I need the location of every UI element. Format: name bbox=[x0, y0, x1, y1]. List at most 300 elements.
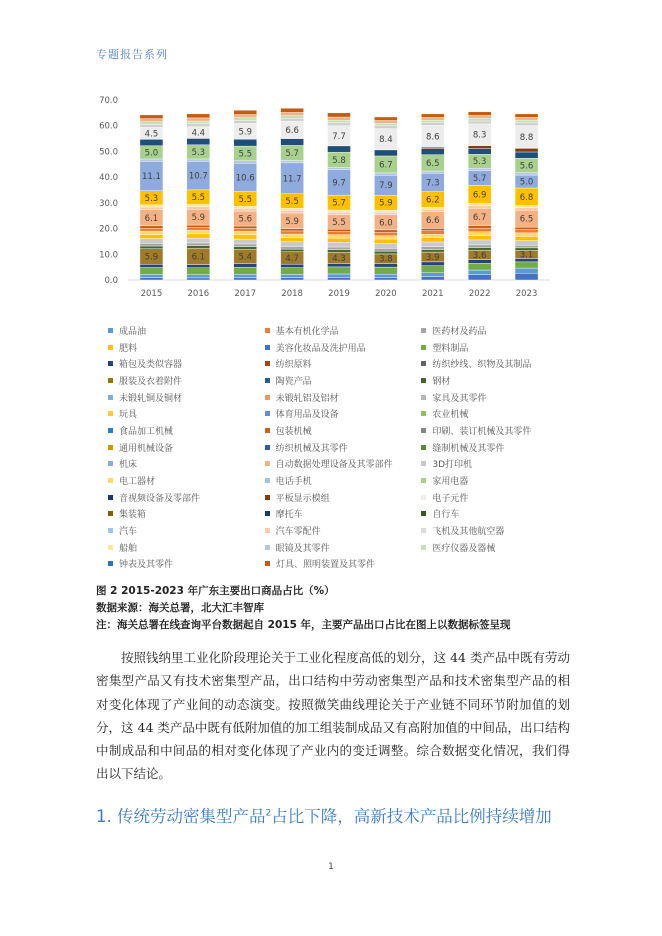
bar-segment bbox=[421, 273, 444, 277]
bar-segment bbox=[187, 114, 210, 118]
legend-label: 眼镜及其零件 bbox=[275, 543, 330, 554]
legend-swatch bbox=[265, 445, 270, 450]
legend-swatch bbox=[421, 328, 426, 333]
data-label: 6.1 bbox=[144, 213, 159, 224]
bar-segment bbox=[374, 230, 397, 232]
bar-segment bbox=[234, 244, 257, 247]
bar-segment bbox=[234, 231, 257, 234]
legend-label: 集装箱 bbox=[119, 510, 147, 521]
bar-segment bbox=[234, 139, 257, 146]
bar-segment bbox=[421, 250, 444, 253]
bar-segment bbox=[468, 232, 491, 236]
bar-segment bbox=[374, 121, 397, 124]
legend-swatch bbox=[265, 478, 270, 483]
legend-item bbox=[108, 405, 265, 422]
data-label: 5.7 bbox=[332, 198, 346, 209]
legend-item bbox=[108, 372, 265, 389]
bar-segment bbox=[187, 225, 210, 227]
bar-segment bbox=[187, 238, 210, 243]
data-label: 3.6 bbox=[472, 250, 487, 261]
legend-swatch bbox=[421, 428, 426, 433]
legend-item bbox=[265, 522, 422, 539]
bar-segment bbox=[328, 167, 351, 169]
legend-label: 包装机械 bbox=[275, 426, 312, 437]
bar-segment bbox=[374, 150, 397, 156]
bar-segment bbox=[281, 278, 304, 280]
bar-segment bbox=[515, 114, 538, 117]
bar-segment bbox=[468, 240, 491, 245]
legend-swatch bbox=[421, 511, 426, 516]
data-label: 6.6 bbox=[426, 216, 440, 227]
bar-segment bbox=[187, 265, 210, 268]
bar-segment bbox=[328, 232, 351, 235]
bar-segment bbox=[140, 239, 163, 244]
data-label: 6.7 bbox=[472, 213, 487, 224]
data-label: 5.3 bbox=[472, 157, 487, 168]
bar-segment bbox=[281, 139, 304, 146]
bar-segment bbox=[187, 118, 210, 121]
bar-segment bbox=[328, 242, 351, 247]
legend-item bbox=[421, 506, 578, 523]
data-label: 5.3 bbox=[191, 147, 206, 158]
legend-item bbox=[265, 489, 422, 506]
legend-label: 家具及其零件 bbox=[432, 393, 487, 404]
bar-segment bbox=[187, 124, 210, 127]
bar-segment bbox=[140, 231, 163, 234]
legend-label: 电子元件 bbox=[432, 493, 469, 504]
bar-segment bbox=[515, 152, 538, 158]
legend-swatch bbox=[265, 561, 270, 566]
bar-segment bbox=[374, 244, 397, 249]
bar-segment bbox=[187, 234, 210, 238]
bar-segment bbox=[140, 207, 163, 210]
legend-swatch bbox=[265, 361, 270, 366]
bar-segment bbox=[421, 228, 444, 230]
data-label: 6.2 bbox=[426, 195, 440, 206]
legend-item bbox=[108, 389, 265, 406]
bar-segment bbox=[421, 242, 444, 247]
bar-segment bbox=[421, 114, 444, 118]
bar-segment bbox=[281, 238, 304, 242]
data-label: 5.3 bbox=[144, 193, 159, 204]
legend-swatch bbox=[265, 428, 270, 433]
bar-segment bbox=[328, 212, 351, 215]
data-label: 5.8 bbox=[332, 155, 346, 166]
legend-row bbox=[108, 322, 578, 339]
bar-segment bbox=[468, 263, 491, 270]
bar-segment bbox=[421, 120, 444, 123]
bar-segment bbox=[328, 235, 351, 238]
bar-segment bbox=[468, 112, 491, 116]
bar-segment bbox=[468, 245, 491, 248]
bar-segment bbox=[234, 115, 257, 118]
data-label: 5.5 bbox=[285, 196, 299, 207]
bar-segment bbox=[281, 242, 304, 247]
bar-segment bbox=[468, 235, 491, 239]
legend-row bbox=[108, 372, 578, 389]
legend-item bbox=[108, 556, 265, 573]
bar-segment bbox=[468, 275, 491, 280]
legend-item bbox=[265, 355, 422, 372]
y-tick-label: 40.0 bbox=[99, 173, 118, 184]
bar-segment bbox=[374, 239, 397, 244]
legend-label: 摩托车 bbox=[275, 510, 303, 521]
bar-segment bbox=[374, 232, 397, 236]
bar-segment bbox=[140, 264, 163, 267]
bar-segment bbox=[140, 205, 163, 207]
x-tick-label: 2018 bbox=[281, 289, 303, 299]
legend-row bbox=[108, 506, 578, 523]
data-source: 数据来源：海关总署，北大汇丰智库 bbox=[96, 602, 264, 614]
legend-label: 农业机械 bbox=[432, 410, 469, 421]
bar-segment bbox=[421, 234, 444, 237]
bar-segment bbox=[140, 268, 163, 275]
data-label: 8.4 bbox=[379, 135, 393, 146]
data-label: 5.9 bbox=[144, 252, 159, 263]
bar-segment bbox=[328, 113, 351, 117]
bar-segment bbox=[515, 273, 538, 280]
bar-segment bbox=[328, 274, 351, 277]
page-number: 1 bbox=[328, 862, 334, 872]
bar-segment bbox=[515, 227, 538, 229]
legend-label: 汽车 bbox=[119, 527, 138, 538]
legend-label: 缝制机械及其零件 bbox=[432, 443, 505, 454]
bar-segment bbox=[515, 208, 538, 211]
bar-segment bbox=[468, 168, 491, 170]
legend-swatch bbox=[108, 345, 113, 350]
bar-segment bbox=[328, 250, 351, 253]
y-tick-label: 30.0 bbox=[99, 198, 118, 209]
bar-segment bbox=[515, 123, 538, 126]
bar-segment bbox=[515, 117, 538, 120]
stacked-bar-chart bbox=[0, 0, 662, 320]
legend-label: 成品油 bbox=[119, 326, 147, 337]
bar-segment bbox=[328, 263, 351, 266]
bar-segment bbox=[187, 227, 210, 230]
bar-segment bbox=[234, 118, 257, 121]
data-label: 5.0 bbox=[519, 177, 534, 188]
bar-segment bbox=[187, 159, 210, 161]
data-label: 8.8 bbox=[519, 132, 534, 143]
x-tick-label: 2019 bbox=[328, 289, 350, 299]
legend-label: 船舶 bbox=[119, 543, 138, 554]
bar-segment bbox=[374, 117, 397, 121]
bar-segment bbox=[421, 231, 444, 235]
legend-item bbox=[265, 372, 422, 389]
legend-swatch bbox=[265, 528, 270, 533]
legend-label: 食品加工机械 bbox=[119, 426, 174, 437]
legend-label: 印刷、装订机械及其零件 bbox=[432, 426, 532, 437]
bar-segment bbox=[468, 121, 491, 124]
bar-segment bbox=[140, 122, 163, 125]
legend-swatch bbox=[421, 411, 426, 416]
bar-segment bbox=[140, 228, 163, 231]
legend-label: 灯具、照明装置及其零件 bbox=[276, 560, 376, 571]
legend-item bbox=[421, 355, 578, 372]
bar-segment bbox=[421, 117, 444, 120]
legend-swatch bbox=[108, 428, 113, 433]
legend-label: 未锻轧铜及铜材 bbox=[119, 393, 183, 404]
bar-segment bbox=[468, 206, 491, 209]
bar-segment bbox=[515, 173, 538, 175]
legend-item bbox=[108, 322, 265, 339]
bar-segment bbox=[234, 278, 257, 280]
bar-segment bbox=[187, 275, 210, 278]
x-tick-label: 2016 bbox=[187, 289, 210, 299]
bar-segment bbox=[328, 267, 351, 274]
bar-segment bbox=[187, 246, 210, 249]
legend-item bbox=[421, 405, 578, 422]
bar-segment bbox=[187, 243, 210, 246]
bar-segment bbox=[374, 274, 397, 277]
bar-segment bbox=[187, 268, 210, 275]
bar-segment bbox=[515, 229, 538, 232]
x-tick-label: 2015 bbox=[140, 289, 163, 299]
legend-row bbox=[108, 339, 578, 356]
bar-segment bbox=[234, 239, 257, 244]
legend-label: 机床 bbox=[119, 460, 138, 471]
data-label: 5.5 bbox=[238, 194, 252, 205]
bar-segment bbox=[234, 228, 257, 231]
legend-swatch bbox=[421, 528, 426, 533]
legend-item bbox=[265, 456, 422, 473]
legend-swatch bbox=[265, 378, 270, 383]
bar-segment bbox=[187, 230, 210, 233]
legend-item bbox=[421, 539, 578, 556]
legend-label: 肥料 bbox=[119, 343, 138, 354]
bar-segment bbox=[468, 228, 491, 232]
legend-label: 钢材 bbox=[432, 376, 451, 387]
bar-segment bbox=[234, 206, 257, 208]
y-tick-label: 10.0 bbox=[99, 250, 118, 261]
legend-swatch bbox=[265, 328, 270, 333]
legend-label: 玩具 bbox=[119, 410, 138, 421]
x-tick-label: 2023 bbox=[515, 289, 538, 299]
bar-segment bbox=[187, 205, 210, 207]
legend-label: 塑料制品 bbox=[432, 343, 469, 354]
bar-segment bbox=[140, 159, 163, 161]
legend-swatch bbox=[265, 395, 270, 400]
bar-segment bbox=[140, 278, 163, 280]
legend-label: 自动数据处理设备及其零部件 bbox=[275, 460, 393, 471]
bar-segment bbox=[234, 226, 257, 228]
bar-segment bbox=[140, 243, 163, 246]
bar-segment bbox=[281, 234, 304, 237]
bar-segment bbox=[374, 236, 397, 239]
section-heading-part-2: 占比下降，高新技术产品比例持续增加 bbox=[271, 807, 552, 826]
legend-row bbox=[108, 355, 578, 372]
bar-segment bbox=[281, 118, 304, 121]
y-tick-label: 70.0 bbox=[99, 96, 118, 106]
bar-segment bbox=[515, 241, 538, 246]
data-label: 5.6 bbox=[519, 161, 534, 172]
bar-segment bbox=[468, 146, 491, 149]
data-label: 5.7 bbox=[472, 173, 487, 184]
bar-segment bbox=[281, 274, 304, 277]
legend-row bbox=[108, 489, 578, 506]
bar-segment bbox=[515, 268, 538, 273]
data-label: 6.0 bbox=[379, 218, 393, 229]
bar-segment bbox=[140, 124, 163, 127]
bar-segment bbox=[515, 236, 538, 240]
legend-item bbox=[108, 456, 265, 473]
legend-swatch bbox=[108, 461, 113, 466]
legend-item bbox=[265, 405, 422, 422]
legend-label: 电话手机 bbox=[275, 477, 312, 488]
legend-swatch bbox=[108, 545, 113, 550]
bar-segment bbox=[140, 226, 163, 228]
bar-segment bbox=[328, 120, 351, 123]
bar-segment bbox=[234, 264, 257, 267]
legend-item bbox=[108, 522, 265, 539]
legend-swatch bbox=[108, 478, 113, 483]
legend-swatch bbox=[421, 495, 426, 500]
legend-label: 未锻轧铝及铝材 bbox=[275, 393, 339, 404]
legend-swatch bbox=[108, 378, 113, 383]
bar-segment bbox=[421, 149, 444, 155]
legend-swatch bbox=[108, 511, 113, 516]
legend-label: 汽车零配件 bbox=[275, 527, 321, 538]
y-tick-label: 60.0 bbox=[99, 121, 118, 132]
bar-segment bbox=[421, 147, 444, 149]
legend-item bbox=[421, 322, 578, 339]
bar-segment bbox=[281, 249, 304, 252]
section-heading bbox=[96, 803, 552, 827]
legend-label: 家用电器 bbox=[432, 477, 469, 488]
legend-item bbox=[421, 489, 578, 506]
legend-item bbox=[265, 506, 422, 523]
legend-item bbox=[421, 522, 578, 539]
data-label: 5.5 bbox=[332, 217, 346, 228]
legend-row bbox=[108, 422, 578, 439]
legend-item bbox=[108, 439, 265, 456]
legend-label: 纺织纱线、织物及其制品 bbox=[432, 360, 532, 371]
bar-segment bbox=[374, 123, 397, 126]
footnote-reference: 2 bbox=[265, 808, 272, 819]
bar-segment bbox=[374, 126, 397, 129]
legend-swatch bbox=[265, 411, 270, 416]
legend-label: 纺织原料 bbox=[275, 360, 312, 371]
bar-segment bbox=[281, 231, 304, 234]
data-label: 6.5 bbox=[519, 214, 534, 225]
data-label: 5.9 bbox=[379, 198, 393, 209]
data-label: 5.0 bbox=[144, 148, 159, 159]
bar-segment bbox=[234, 120, 257, 123]
legend-swatch bbox=[108, 395, 113, 400]
legend-swatch bbox=[421, 345, 426, 350]
data-label: 5.5 bbox=[238, 149, 252, 160]
bar-segment bbox=[328, 123, 351, 126]
bar-segment bbox=[281, 160, 304, 162]
bar-segment bbox=[281, 112, 304, 115]
legend-item bbox=[265, 439, 422, 456]
bar-segment bbox=[515, 206, 538, 208]
data-label: 6.8 bbox=[519, 192, 534, 203]
data-label: 5.9 bbox=[191, 213, 206, 224]
legend-swatch bbox=[265, 345, 270, 350]
bar-segment bbox=[515, 148, 538, 152]
data-label: 4.7 bbox=[285, 253, 299, 264]
legend-item bbox=[265, 556, 422, 573]
legend-swatch bbox=[108, 528, 113, 533]
bar-segment bbox=[140, 119, 163, 122]
legend-row bbox=[108, 456, 578, 473]
legend-swatch bbox=[265, 461, 270, 466]
data-label: 6.7 bbox=[379, 160, 393, 171]
legend-swatch bbox=[421, 378, 426, 383]
bar-segment bbox=[234, 274, 257, 277]
bar-segment bbox=[328, 277, 351, 280]
legend-swatch bbox=[421, 361, 426, 366]
legend-swatch bbox=[108, 361, 113, 366]
legend-item bbox=[421, 389, 578, 406]
data-label: 7.9 bbox=[379, 181, 393, 192]
bar-segment bbox=[281, 108, 304, 112]
bar-segment bbox=[421, 276, 444, 280]
bar-segment bbox=[421, 123, 444, 126]
bar-segment bbox=[234, 208, 257, 211]
data-label: 5.6 bbox=[238, 214, 252, 225]
figure-title: 图 2 2015-2023 年广东主要出口商品占比（%） bbox=[96, 585, 335, 597]
legend-item bbox=[265, 339, 422, 356]
x-tick-label: 2020 bbox=[375, 289, 397, 299]
bar-segment bbox=[140, 115, 163, 119]
bar-segment bbox=[234, 267, 257, 274]
data-label: 4.3 bbox=[332, 253, 346, 264]
data-label: 9.7 bbox=[332, 178, 346, 189]
data-label: 6.5 bbox=[426, 158, 440, 169]
legend-swatch bbox=[108, 495, 113, 500]
data-label: 11.1 bbox=[141, 172, 161, 183]
legend-label: 箱包及类似容器 bbox=[119, 360, 183, 371]
bar-segment bbox=[234, 235, 257, 239]
legend-label: 平板显示模组 bbox=[275, 493, 330, 504]
legend-row bbox=[108, 439, 578, 456]
bar-segment bbox=[374, 251, 397, 254]
bar-segment bbox=[281, 210, 304, 213]
data-label: 6.6 bbox=[285, 125, 299, 136]
bar-segment bbox=[468, 115, 491, 118]
data-label: 5.9 bbox=[285, 216, 299, 227]
legend-item bbox=[108, 489, 265, 506]
data-label: 3.8 bbox=[379, 254, 393, 265]
bar-segment bbox=[421, 266, 444, 273]
legend-label: 电工器材 bbox=[119, 477, 156, 488]
y-tick-label: 50.0 bbox=[99, 147, 118, 158]
figure-caption bbox=[96, 583, 511, 634]
bar-segment bbox=[421, 171, 444, 173]
legend-item bbox=[108, 506, 265, 523]
bar-segment bbox=[374, 173, 397, 175]
bar-segment bbox=[515, 245, 538, 248]
legend-swatch bbox=[108, 445, 113, 450]
data-label: 5.9 bbox=[238, 127, 252, 138]
legend-swatch bbox=[265, 511, 270, 516]
bar-segment bbox=[468, 226, 491, 228]
legend-row bbox=[108, 472, 578, 489]
bar-segment bbox=[421, 247, 444, 250]
x-tick-label: 2017 bbox=[234, 289, 257, 299]
bar-segment bbox=[468, 149, 491, 155]
legend-item bbox=[265, 322, 422, 339]
bar-segment bbox=[328, 117, 351, 120]
legend-label: 自行车 bbox=[432, 510, 460, 521]
bar-segment bbox=[468, 118, 491, 121]
legend-label: 纺织机械及其零件 bbox=[275, 443, 348, 454]
legend-swatch bbox=[421, 395, 426, 400]
bar-segment bbox=[234, 247, 257, 250]
legend-label: 通用机械设备 bbox=[119, 443, 174, 454]
